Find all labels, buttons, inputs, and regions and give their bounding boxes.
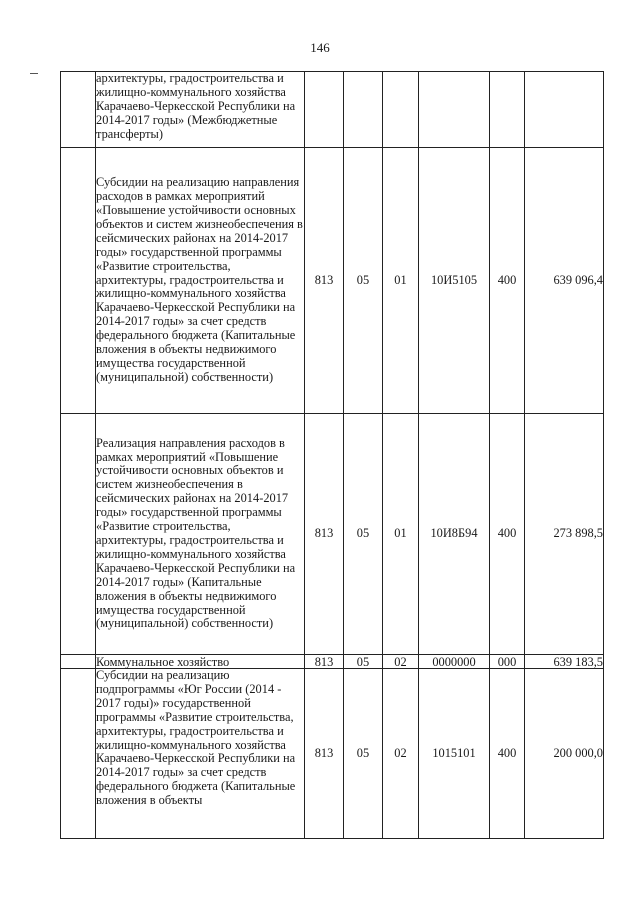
margin-mark — [30, 73, 38, 74]
row-index-cell — [61, 72, 96, 148]
row-index-cell — [61, 414, 96, 655]
section-code: 05 — [344, 414, 383, 655]
amount — [525, 72, 604, 148]
page-number: 146 — [310, 40, 330, 55]
ministry-code — [305, 72, 344, 148]
table-row — [61, 414, 604, 655]
section-code — [344, 72, 383, 148]
section-code: 05 — [344, 148, 383, 414]
subsection-code — [383, 72, 419, 148]
item-name: Реализация направления расходов в рамках мероприятий «Повышение устойчивости основных объектов и систем жизнеобеспечения в сейсмических районах на 2014-2017 годы» государственной программы «Развитие строительства, архитектуры, градостроительства и жилищно-коммунального хозяйства Карачаево-Черкесской Республики на 2014-2017 годы» (Капитальные вложения в объекты недвижимого имущества государственной (муниципальной) собственности) — [96, 414, 305, 655]
item-name: Субсидии на реализацию подпрограммы «Юг России (2014 - 2017 годы)» государственной программы «Развитие строительства, архитектуры, градостроительства и жилищно-коммунального хозяйства Карачаево-Черкесской Республики на 2014-2017 годы» за счет средств федерального бюджета (Капитальные вложения в объекты — [96, 669, 305, 839]
expense-type-code: 400 — [490, 414, 525, 655]
subsection-code: 02 — [383, 669, 419, 839]
section-code: 05 — [344, 655, 383, 669]
section-code: 05 — [344, 669, 383, 839]
row-index-cell — [61, 655, 96, 669]
target-article-code — [419, 72, 490, 148]
item-name: архитектуры, градостроительства и жилищно-коммунального хозяйства Карачаево-Черкесской Республики на 2014-2017 годы» (Межбюджетные трансферты) — [96, 72, 305, 148]
expense-type-code: 400 — [490, 148, 525, 414]
expense-type-code — [490, 72, 525, 148]
subsection-code: 01 — [383, 148, 419, 414]
table-row — [61, 669, 604, 839]
expense-type-code: 400 — [490, 669, 525, 839]
amount: 273 898,5 — [525, 414, 604, 655]
amount: 200 000,0 — [525, 669, 604, 839]
row-index-cell — [61, 148, 96, 414]
target-article-code: 0000000 — [419, 655, 490, 669]
table-row — [61, 72, 604, 148]
amount: 639 096,4 — [525, 148, 604, 414]
table-row — [61, 148, 604, 414]
budget-table — [60, 71, 604, 839]
item-name: Субсидии на реализацию направления расходов в рамках мероприятий «Повышение устойчивости основных объектов и систем жизнеобеспечения в сейсмических районах на 2014-2017 годы» государственной программы «Развитие строительства, архитектуры, градостроительства и жилищно-коммунального хозяйства Карачаево-Черкесской Республики на 2014-2017 годы» за счет средств федерального бюджета (Капитальные вложения в объекты недвижимого имущества государственной (муниципальной) собственности) — [96, 148, 305, 414]
expense-type-code: 000 — [490, 655, 525, 669]
ministry-code: 813 — [305, 148, 344, 414]
ministry-code: 813 — [305, 414, 344, 655]
target-article-code: 10И8Б94 — [419, 414, 490, 655]
subsection-code: 01 — [383, 414, 419, 655]
table-row — [61, 655, 604, 669]
subsection-code: 02 — [383, 655, 419, 669]
target-article-code: 10И5105 — [419, 148, 490, 414]
ministry-code: 813 — [305, 655, 344, 669]
ministry-code: 813 — [305, 669, 344, 839]
item-name: Коммунальное хозяйство — [96, 655, 305, 669]
amount: 639 183,5 — [525, 655, 604, 669]
row-index-cell — [61, 669, 96, 839]
target-article-code: 1015101 — [419, 669, 490, 839]
